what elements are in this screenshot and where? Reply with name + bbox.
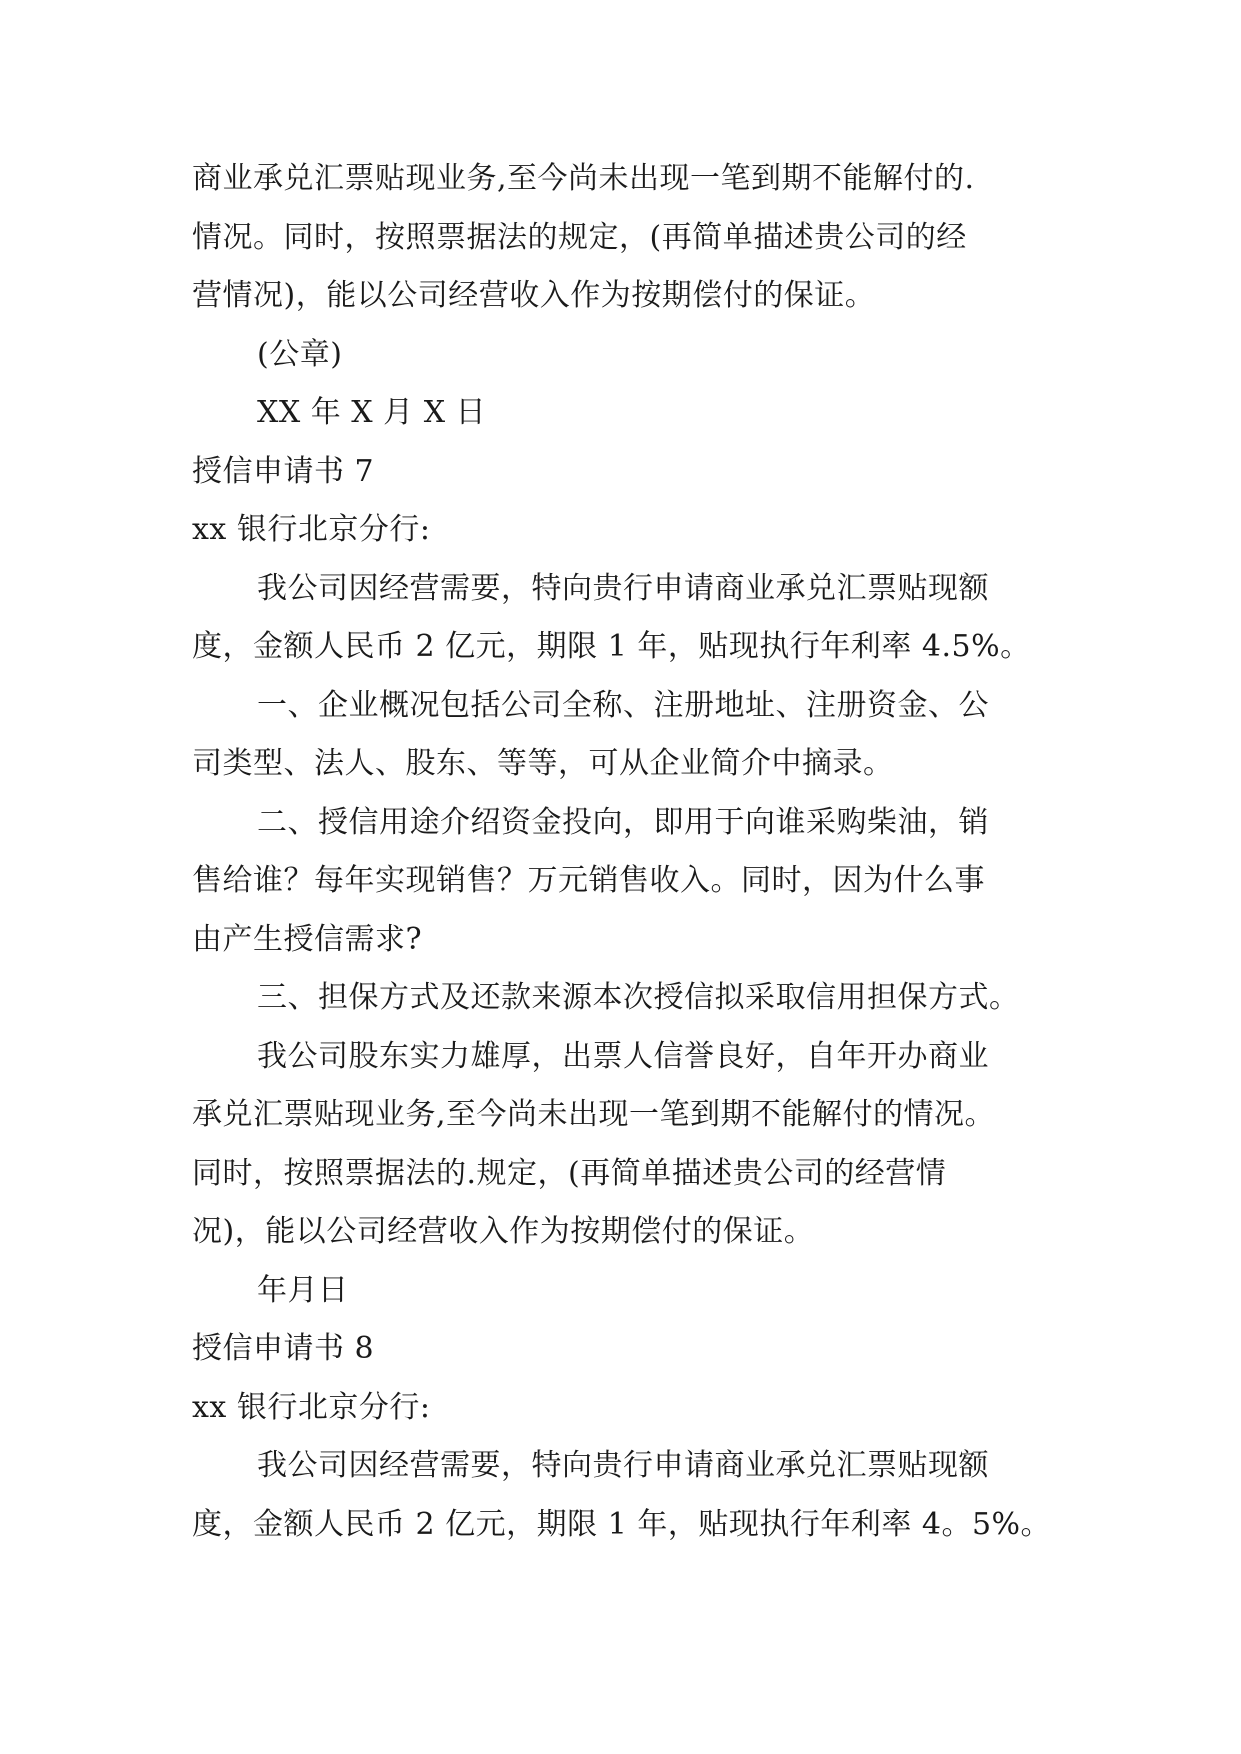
date-line: 年月日 bbox=[257, 1272, 349, 1308]
text-line: 度，金额人民币 2 亿元，期限 1 年，贴现执行年利率 4。5%。 bbox=[192, 1506, 1052, 1542]
text-line: 三、担保方式及还款来源本次授信拟采取信用担保方式。 bbox=[257, 980, 1020, 1015]
text-line: 司类型、法人、股东、等等，可从企业简介中摘录。 bbox=[192, 746, 894, 781]
addressee-line: xx 银行北京分行: bbox=[192, 1389, 431, 1425]
addressee-line: xx 银行北京分行: bbox=[192, 512, 431, 547]
text-line: 商业承兑汇票贴现业务,至今尚未出现一笔到期不能解付的. bbox=[192, 161, 975, 196]
section-heading: 授信申请书 7 bbox=[192, 453, 375, 489]
text-line: 我公司股东实力雄厚，出票人信誉良好，自年开办商业 bbox=[257, 1038, 989, 1074]
text-line: 我公司因经营需要，特向贵行申请商业承兑汇票贴现额 bbox=[257, 570, 989, 606]
text-line: 情况。同时，按照票据法的规定，(再简单描述贵公司的经 bbox=[192, 219, 967, 255]
text-line: 由产生授信需求? bbox=[192, 921, 423, 957]
text-line: 同时，按照票据法的.规定，(再简单描述贵公司的经营情 bbox=[192, 1155, 947, 1191]
text-line: 况)，能以公司经营收入作为按期偿付的保证。 bbox=[192, 1214, 815, 1249]
text-line: 我公司因经营需要，特向贵行申请商业承兑汇票贴现额 bbox=[257, 1448, 989, 1483]
text-line: 度，金额人民币 2 亿元，期限 1 年，贴现执行年利率 4.5%。 bbox=[192, 629, 1031, 664]
text-line: 承兑汇票贴现业务,至今尚未出现一笔到期不能解付的情况。 bbox=[192, 1097, 996, 1132]
text-line: 一、企业概况包括公司全称、注册地址、注册资金、公 bbox=[257, 687, 989, 723]
text-line: 二、授信用途介绍资金投向，即用于向谁采购柴油，销 bbox=[257, 804, 989, 840]
document-page bbox=[192, 150, 1052, 1554]
text-line: 营情况)，能以公司经营收入作为按期偿付的保证。 bbox=[192, 278, 876, 313]
date-line: XX 年 X 月 X 日 bbox=[257, 395, 487, 430]
seal-line: (公章) bbox=[257, 336, 343, 372]
text-line: 售给谁？每年实现销售？万元销售收入。同时，因为什么事 bbox=[192, 863, 985, 898]
section-heading: 授信申请书 8 bbox=[192, 1331, 375, 1366]
